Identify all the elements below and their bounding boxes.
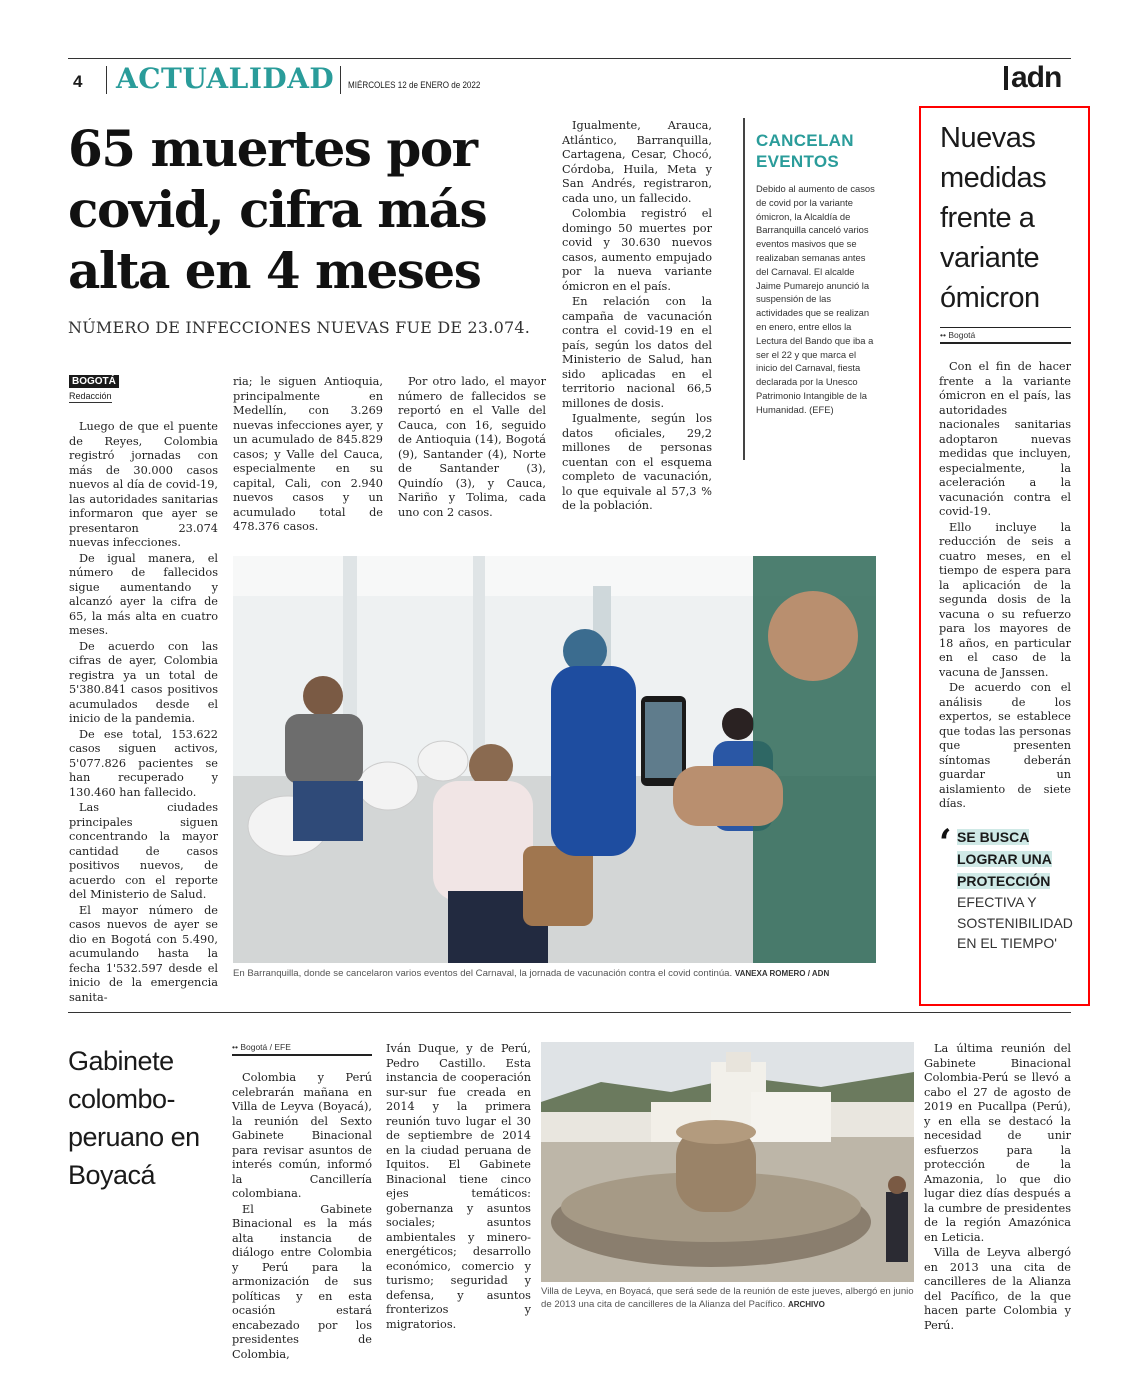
paragraph: Ello incluye la reducción de seis a cuatro meses, en el tiempo de espera para la aplicación de la segunda dosis de la vacuna o su refuerzo para los mayores de 18 años, en particular en el caso de la vacuna de Janssen.: [939, 520, 1071, 679]
main-col-1: [69, 420, 218, 1005]
main-col-2: [233, 375, 383, 535]
paragraph: Colombia y Perú celebrarán mañana en Villa de Leyva (Boyacá), la reunión del Sexto Gabinete Binacional para revisar asuntos de interés común, informó la Cancillería colombiana.: [232, 1071, 372, 1200]
events-sidebar: [743, 118, 878, 460]
villa-de-leyva-photo-art: [541, 1042, 914, 1282]
dateline-dots: ••: [232, 1042, 241, 1052]
paragraph: El Gabinete Binacional es la más alta instancia de diálogo entre Colombia y Perú para la armonización de sus políticas y en esta ocasión estará encabezado por los presidentes de Colombia,: [232, 1202, 372, 1361]
villa-de-leyva-caption: [541, 1286, 914, 1311]
main-col-3: [398, 375, 546, 520]
paragraph: De igual manera, el número de fallecidos sigue aumentando y alcanzó ayer la cifra de 65, la más alta en cuatro meses.: [69, 551, 218, 637]
dateline-text: Bogotá / EFE: [240, 1042, 291, 1052]
vaccination-photo-caption: [233, 968, 876, 981]
second-col-3: [924, 1042, 1071, 1333]
page-number: 4: [73, 72, 83, 91]
location-tag: BOGOTÁ: [69, 375, 119, 388]
paragraph: Igualmente, Arauca, Atlántico, Barranquilla, Cartagena, Cesar, Chocó, Córdoba, Huila, Meta y San Andrés, registraron, cada uno, un fallecido.: [562, 119, 712, 205]
dateline-dots: ••: [940, 330, 949, 340]
omicron-dateline: [940, 330, 975, 340]
section-title: ACTUALIDAD: [116, 62, 335, 95]
omicron-body: [939, 360, 1071, 812]
quote-mark-icon: ‘: [939, 822, 952, 864]
main-subheadline: NÚMERO DE INFECCIONES NUEVAS FUE DE 23.074.: [68, 318, 530, 337]
events-sidebar-text: Debido al aumento de casos de covid por la variante ómicron, la Alcaldía de Barranquilla canceló varios eventos masivos que se realizaban semanas antes del Carnaval. El alcalde Jaime Pumarejo anunció la suspensión de las actividades que se realizan en enero, entre ellos la Lectura del Bando que iba a ser el 22 y que marca el inicio del Carnaval, fiesta declarada por la Unesco Patrimonio Intangible de la Humanidad. (EFE): [756, 183, 875, 415]
pull-quote-highlight-text: SE BUSCA LOGRAR UNA PROTECCIÓN: [957, 829, 1052, 889]
paragraph: La última reunión del Gabinete Binacional Colombia-Perú se llevó a cabo el 27 de agosto de 2019 en Pucallpa (Perú), y en ella se destacó la necesidad de unir esfuerzos para la protección de la Amazonia, lo que dio lugar diez días después a la cumbre de presidentes de la región Amazónica en Leticia.: [924, 1042, 1071, 1244]
story-divider: [68, 1012, 1071, 1013]
photo-credit: VANEXA ROMERO / ADN: [734, 969, 830, 978]
omicron-dateline-rule: [940, 342, 1071, 344]
omicron-title-rule: [940, 327, 1071, 328]
pull-quote: [939, 822, 1073, 954]
main-col-4: [562, 119, 712, 514]
second-col-1: [232, 1071, 372, 1362]
paragraph: Luego de que el puente de Reyes, Colombia registró jornadas con más de 30.000 casos nuevos al día de covid-19, las autoridades sanitarias informaron que ayer se presentaron 23.074 nuevas infecciones.: [69, 420, 218, 549]
byline: Redacción: [69, 391, 112, 401]
pull-quote-highlight: [957, 826, 1073, 892]
paragraph: En relación con la campaña de vacunación contra el covid-19 en el país, según los datos del Ministerio de Salud, han sido aplicadas en el territorio nacional 66,5 millones de dosis.: [562, 295, 712, 410]
second-headline: Gabinete colombo-peruano en Boyacá: [68, 1046, 200, 1190]
second-col-2: [386, 1042, 531, 1332]
pull-quote-rest: EFECTIVA Y SOSTENIBILIDAD EN EL TIEMPO': [957, 894, 1073, 951]
paragraph: Con el fin de hacer frente a la variante ómicron en el país, las autoridades nacionales sanitarias adoptaron nuevas medidas que incluyen, especialmente, la aceleración a la vacunación contra el covid-19.: [939, 360, 1071, 518]
main-headline: 65 muertes por covid, cifra más alta en 4 meses: [68, 119, 487, 300]
paragraph: De acuerdo con el análisis de los expertos, se establece que todas las personas que presenten síntomas deberán guardar un aislamiento de siete días.: [939, 681, 1071, 810]
omicron-title: Nuevas medidas frente a variante ómicron: [940, 122, 1047, 314]
adn-logo-text: adn: [1011, 61, 1062, 94]
issue-date: MIÉRCOLES 12 de ENERO de 2022: [348, 80, 481, 91]
paragraph: Colombia registró el domingo 50 muertes por covid y 30.630 nuevos casos, aumento empujado por la nueva variante ómicron en el país.: [562, 207, 712, 293]
villa-de-leyva-photo: [541, 1042, 914, 1282]
vaccination-photo-art: [233, 556, 876, 963]
caption-text: En Barranquilla, donde se cancelaron varios eventos del Carnaval, la jornada de vacunación contra el covid continúa.: [233, 968, 733, 979]
photo-credit: ARCHIVO: [787, 1299, 825, 1309]
section-divider: [340, 66, 341, 94]
paragraph: Iván Duque, y de Perú, Pedro Castillo. Esta instancia de cooperación sur-sur fue creada en 2014 y la primera reunión tuvo lugar el 30 de septiembre de 2014 en la ciudad peruana de Iquitos. El Gabinete Binacional tiene cinco ejes temáticos: gobernanza y asuntos sociales; asuntos ambientales y minero-energéticos; desarrollo económico, comercio y turismo; seguridad y defensa, y asuntos fronterizos y migratorios.: [386, 1042, 531, 1331]
dateline-text: Bogotá: [948, 330, 976, 340]
paragraph: El mayor número de casos nuevos de ayer se dio en Bogotá con 5.490, acumulando hasta la fecha 1'532.597 desde el inicio de la emergencia sanita-: [69, 903, 218, 1004]
events-sidebar-title: CANCELAN EVENTOS: [756, 131, 854, 171]
paragraph: ria; le siguen Antioquia, principalmente en Medellín, con 3.269 nuevas infecciones ayer, y un acumulado de 845.829 casos; y Valle del Cauca, especialmente en su capital, Cali, con 2.940 nuevos casos y un acumulado total de 478.376 casos.: [233, 375, 383, 533]
paragraph: Igualmente, según los datos oficiales, 29,2 millones de personas cuentan con el esquema completo de vacunación, lo que equivale al 57,3 % de la población.: [562, 412, 712, 512]
page-number-divider: [106, 66, 107, 94]
top-rule: [68, 58, 1071, 59]
paragraph: Villa de Leyva albergó en 2013 una cita de cancilleres de la Alianza del Pacífico, de la que hacen parte Colombia y Perú.: [924, 1246, 1071, 1332]
second-dateline: [232, 1042, 372, 1056]
paragraph: Por otro lado, el mayor número de fallecidos se reportó en el Valle del Cauca, con 16, seguido de Antioquia (14), Bogotá (9), Santander (4), Norte de Santander (3), Quindío (3), y Cauca, Nariño y Tolima, cada uno con 2 casos.: [398, 375, 546, 519]
adn-logo-mark: [1004, 66, 1008, 90]
paragraph: De acuerdo con las cifras de ayer, Colombia registra ya un total de 5'380.841 casos positivos acumulados desde el inicio de la pandemia.: [69, 639, 218, 725]
caption-text: Villa de Leyva, en Boyacá, que será sede de la reunión de este jueves, albergó en junio de 2013 una cita de cancilleres de la Alianza del Pacífico.: [541, 1286, 914, 1310]
adn-logo: [1004, 61, 1072, 94]
paragraph: De ese total, 153.622 casos siguen activos, 5'077.826 pacientes se han recuperado y 130.460 han fallecido.: [69, 727, 218, 799]
vaccination-photo: [233, 556, 876, 963]
paragraph: Las ciudades principales siguen concentrando la mayor cantidad de casos positivos nuevos, de acuerdo con el reporte del Ministerio de Salud.: [69, 801, 218, 901]
